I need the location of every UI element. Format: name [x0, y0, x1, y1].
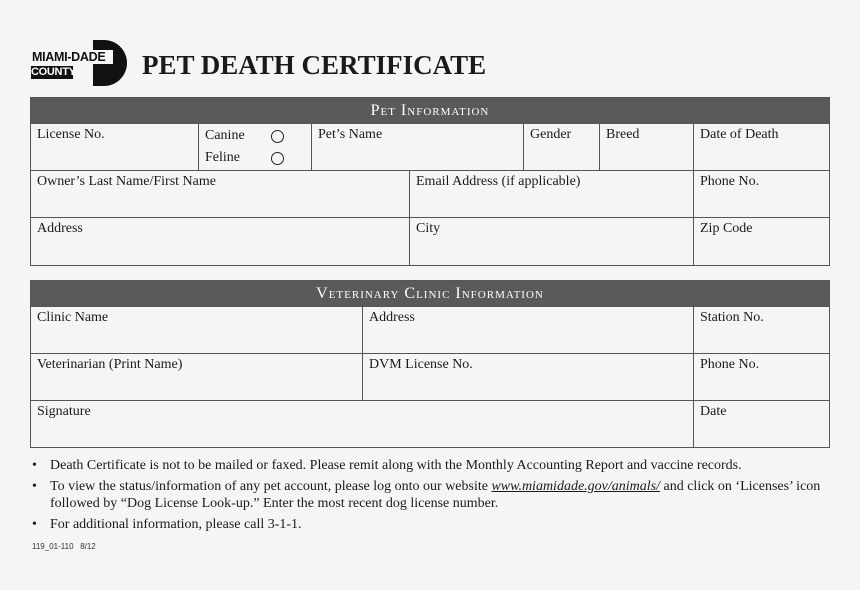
owner-address-label: Address — [37, 221, 83, 236]
breed-label: Breed — [606, 127, 640, 142]
pet-information-section — [30, 97, 830, 266]
clinic-name-label: Clinic Name — [37, 310, 109, 325]
signature-label: Signature — [37, 404, 91, 419]
owner-phone-label: Phone No. — [700, 174, 760, 189]
note-phone: For additional information, please call 3-1-1. — [50, 517, 302, 532]
veterinary-clinic-grid — [31, 306, 829, 447]
form-number: 119_01-110 8/12 — [32, 542, 96, 551]
bullet-icon: • — [32, 458, 37, 473]
owner-phone-field[interactable] — [693, 170, 829, 218]
veterinarian-name-field[interactable] — [31, 353, 362, 401]
signature-date-label: Date — [700, 404, 727, 419]
owner-name-label: Owner’s Last Name/First Name — [37, 174, 216, 189]
owner-name-field[interactable] — [31, 170, 409, 218]
pets-name-label: Pet’s Name — [318, 127, 383, 142]
vet-phone-field[interactable] — [693, 353, 829, 401]
species-field — [198, 123, 311, 171]
note-website-rest: and click on ‘Licenses’ icon followed by “Dog License Look-up.” Enter the most recent dog license number. — [50, 479, 821, 511]
canine-label: Canine — [205, 128, 245, 143]
canine-radio-icon[interactable] — [271, 130, 284, 143]
logo-text-county: COUNTY — [31, 66, 76, 78]
gender-label: Gender — [530, 127, 572, 142]
feline-label: Feline — [205, 150, 240, 165]
pet-information-grid — [31, 123, 829, 265]
page-title: PET DEATH CERTIFICATE — [142, 50, 487, 80]
pets-name-field[interactable] — [311, 123, 523, 171]
veterinary-clinic-heading: Veterinary Clinic Information — [31, 281, 829, 306]
feline-option[interactable] — [205, 147, 305, 169]
logo-text-miami-dade: MIAMI-DADE — [31, 50, 113, 64]
dvm-license-label: DVM License No. — [369, 357, 473, 372]
date-of-death-field[interactable] — [693, 123, 829, 171]
list-item — [32, 516, 832, 533]
veterinarian-name-label: Veterinarian (Print Name) — [37, 357, 183, 372]
list-item — [32, 478, 832, 512]
station-no-label: Station No. — [700, 310, 764, 325]
city-label: City — [416, 221, 441, 236]
clinic-name-field[interactable] — [31, 306, 362, 354]
license-no-field[interactable] — [31, 123, 198, 171]
bullet-icon: • — [32, 479, 37, 494]
vet-phone-label: Phone No. — [700, 357, 760, 372]
clinic-address-label: Address — [369, 310, 415, 325]
website-link[interactable]: www.miamidade.gov/animals/ — [491, 479, 660, 494]
feline-radio-icon[interactable] — [271, 152, 284, 165]
gender-field[interactable] — [523, 123, 599, 171]
pet-information-heading: Pet Information — [31, 98, 829, 123]
email-label: Email Address (if applicable) — [416, 174, 581, 189]
breed-field[interactable] — [599, 123, 693, 171]
owner-address-field[interactable] — [31, 217, 409, 265]
instructions-list — [32, 457, 832, 537]
list-item — [32, 457, 832, 474]
miami-dade-logo — [31, 40, 127, 86]
clinic-address-field[interactable] — [362, 306, 693, 354]
canine-option[interactable] — [205, 125, 305, 147]
city-field[interactable] — [409, 217, 693, 265]
email-field[interactable] — [409, 170, 693, 218]
station-no-field[interactable] — [693, 306, 829, 354]
date-of-death-label: Date of Death — [700, 127, 779, 142]
header — [31, 40, 831, 86]
bullet-icon: • — [32, 517, 37, 532]
zip-code-field[interactable] — [693, 217, 829, 265]
zip-code-label: Zip Code — [700, 221, 753, 236]
veterinary-clinic-section — [30, 280, 830, 448]
note-mailing: Death Certificate is not to be mailed or faxed. Please remit along with the Monthly Accounting Report and vaccine records. — [50, 458, 742, 473]
signature-date-field[interactable] — [693, 400, 829, 447]
dvm-license-field[interactable] — [362, 353, 693, 401]
license-no-label: License No. — [37, 127, 105, 142]
signature-field[interactable] — [31, 400, 693, 447]
note-website-intro: To view the status/information of any pet account, please log onto our website — [50, 479, 492, 494]
